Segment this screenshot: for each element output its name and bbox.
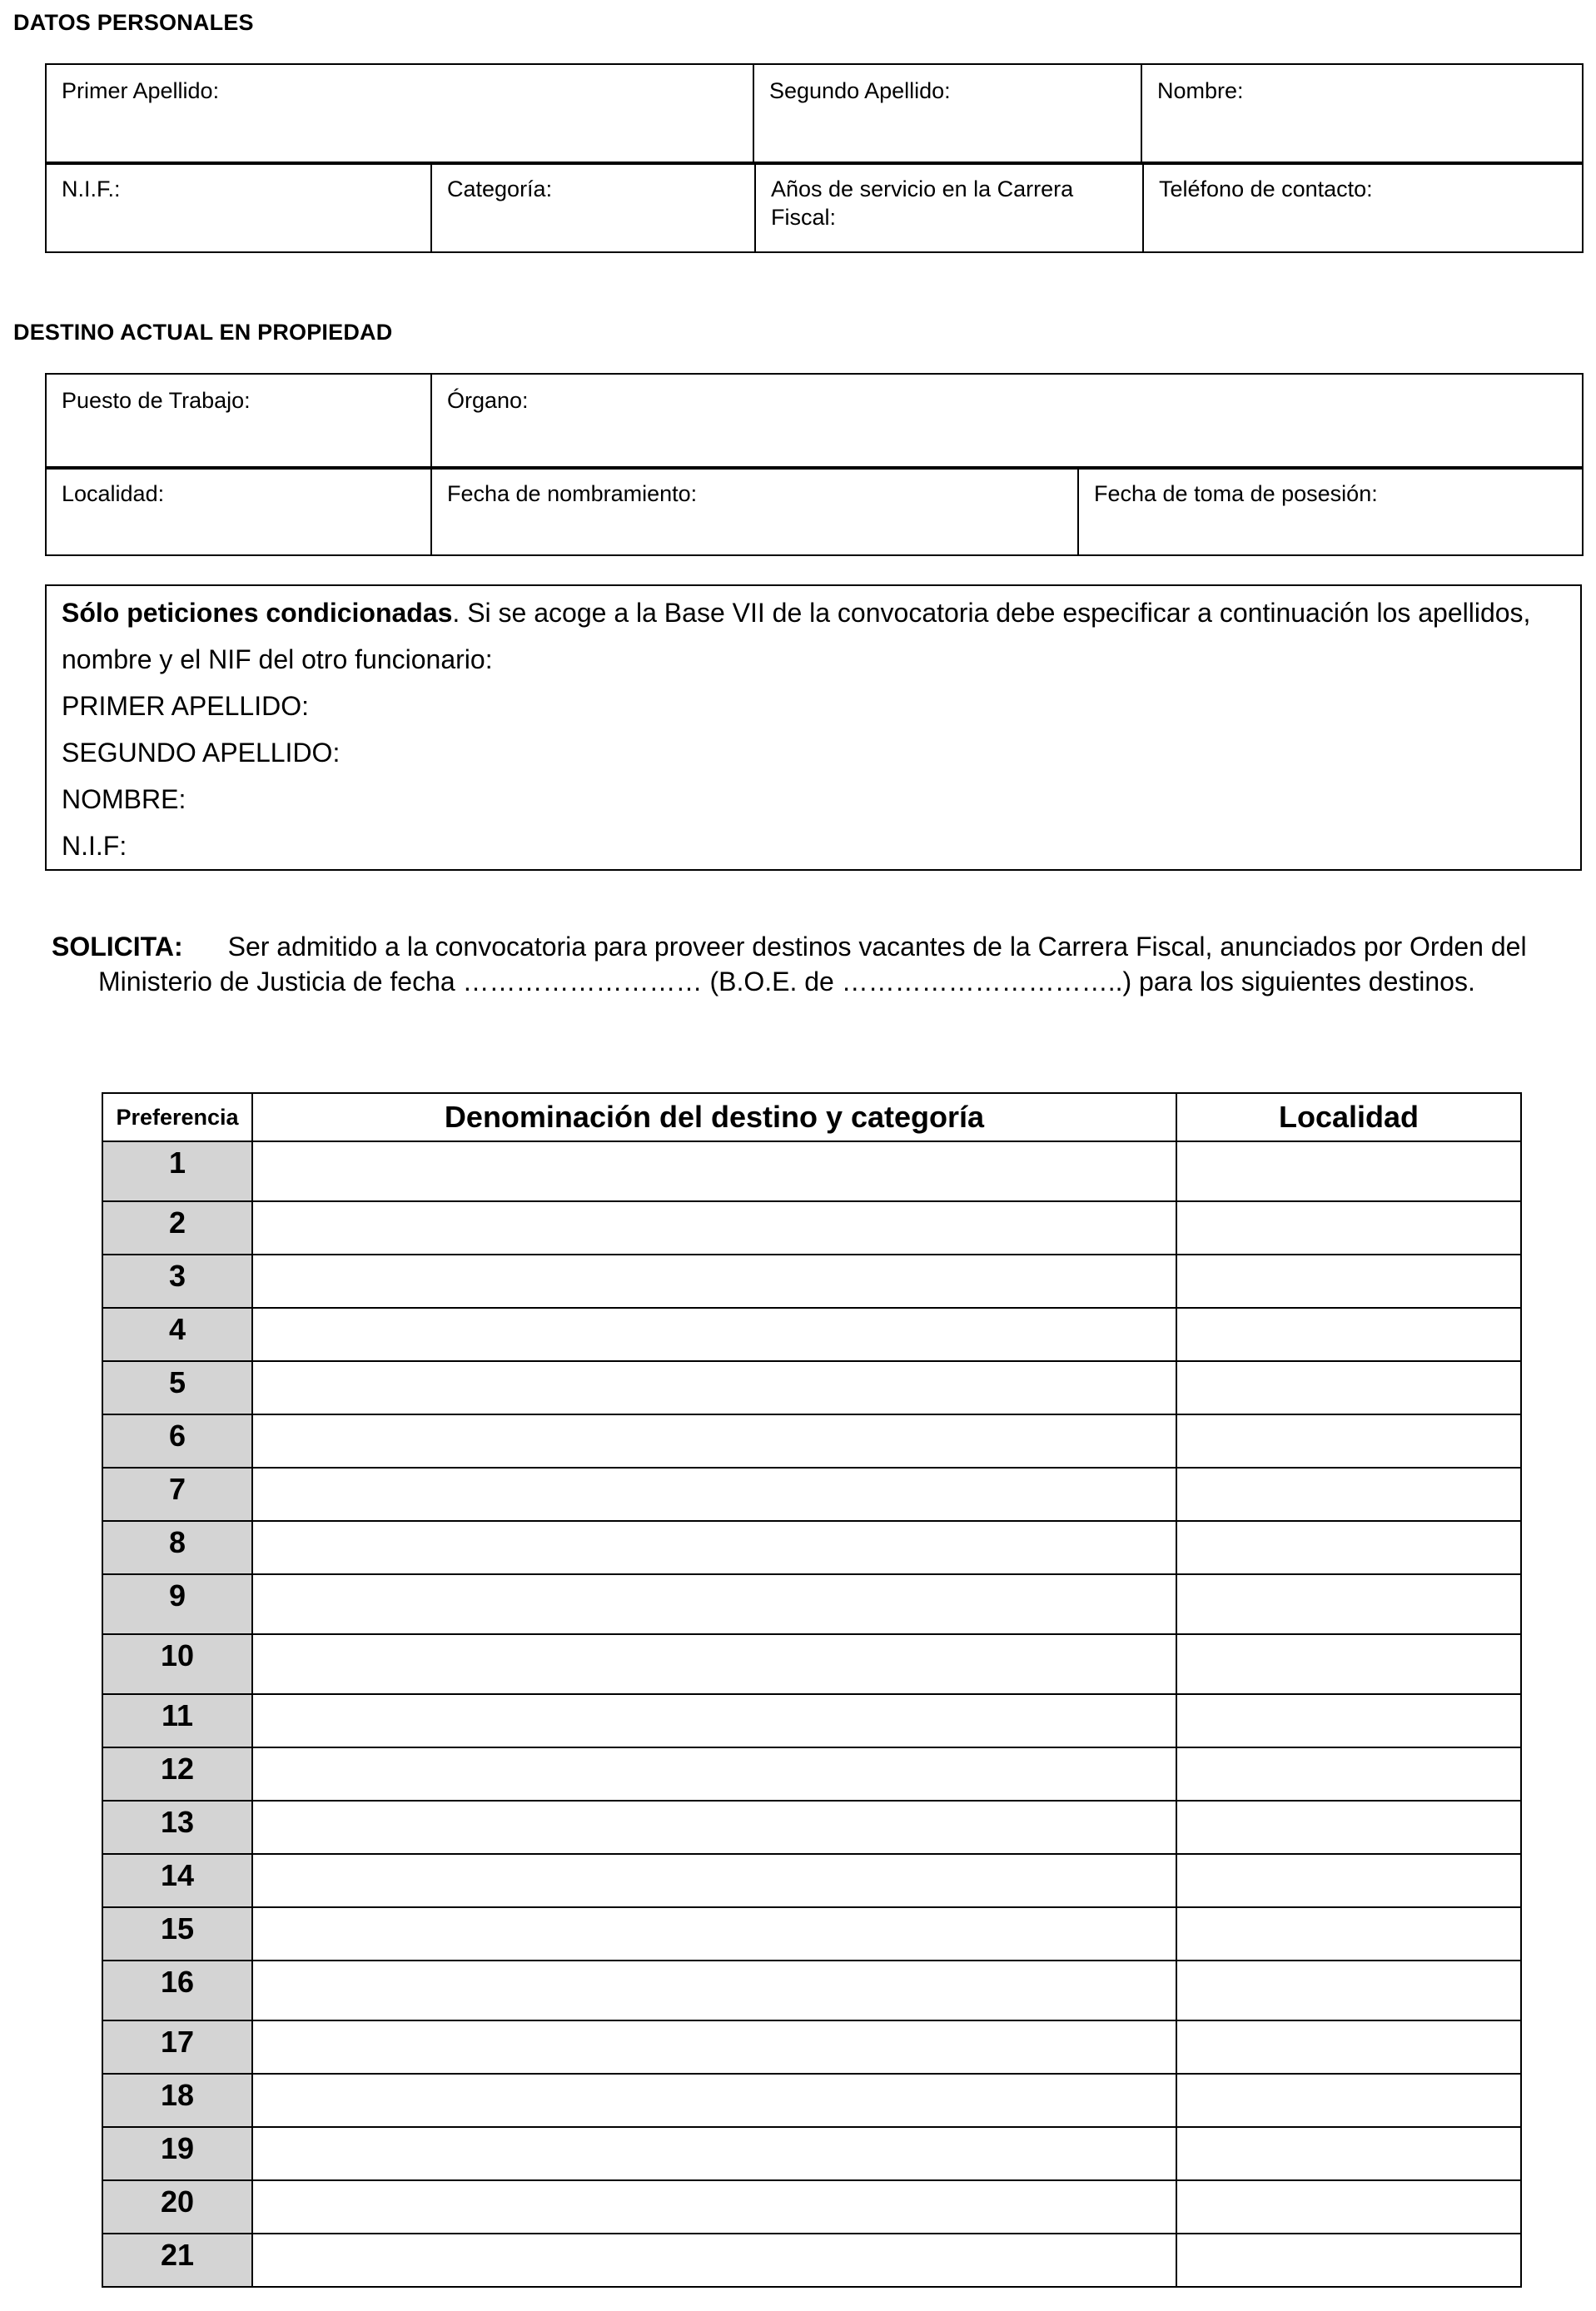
- denominacion-cell[interactable]: [252, 2127, 1176, 2180]
- table-row: [102, 2234, 1521, 2287]
- table-row: [102, 1468, 1521, 1521]
- solicita-line2: Ministerio de Justicia de fecha ……………………… (B.O.E. de …………………………..) para los siguientes destinos.: [98, 967, 1475, 996]
- localidad-cell[interactable]: [1176, 2127, 1521, 2180]
- localidad-cell[interactable]: [1176, 2234, 1521, 2287]
- table-row: [102, 1141, 1521, 1201]
- denominacion-cell[interactable]: [252, 2074, 1176, 2127]
- table-row: [102, 1574, 1521, 1634]
- preference-number: 6: [102, 1414, 252, 1468]
- table-row: [102, 1961, 1521, 2020]
- preference-number: 17: [102, 2020, 252, 2074]
- denominacion-cell[interactable]: [252, 1141, 1176, 1201]
- localidad-cell[interactable]: [1176, 1521, 1521, 1574]
- puesto-trabajo-label: Puesto de Trabajo:: [62, 388, 251, 413]
- localidad-label: Localidad:: [62, 481, 165, 506]
- categoria-label: Categoría:: [447, 176, 553, 201]
- destino-table-row2: [45, 466, 1584, 556]
- table-row: [102, 1521, 1521, 1574]
- segundo-apellido-label: Segundo Apellido:: [769, 78, 951, 103]
- localidad-cell[interactable]: [1176, 2074, 1521, 2127]
- denominacion-cell[interactable]: [252, 2020, 1176, 2074]
- localidad-cell[interactable]: [1176, 1747, 1521, 1801]
- denominacion-cell[interactable]: [252, 1308, 1176, 1361]
- telefono-label: Teléfono de contacto:: [1159, 176, 1373, 201]
- denominacion-cell[interactable]: [252, 1414, 1176, 1468]
- localidad-cell[interactable]: [1176, 1907, 1521, 1961]
- localidad-cell[interactable]: [1176, 1801, 1521, 1854]
- table-row: [102, 2127, 1521, 2180]
- denominacion-cell[interactable]: [252, 2180, 1176, 2234]
- segundo-apellido-field[interactable]: [753, 64, 1141, 164]
- preference-number: 9: [102, 1574, 252, 1634]
- nombre-field[interactable]: [1141, 64, 1583, 164]
- localidad-cell[interactable]: [1176, 1574, 1521, 1634]
- preference-number: 7: [102, 1468, 252, 1521]
- localidad-cell[interactable]: [1176, 1694, 1521, 1747]
- preference-number: 16: [102, 1961, 252, 2020]
- localidad-cell[interactable]: [1176, 1255, 1521, 1308]
- localidad-cell[interactable]: [1176, 1961, 1521, 2020]
- condicionadas-primer-apellido[interactable]: PRIMER APELLIDO:: [62, 691, 309, 721]
- preference-number: 4: [102, 1308, 252, 1361]
- fecha-nombramiento-field[interactable]: [431, 467, 1078, 555]
- preferences-table: [102, 1092, 1522, 2288]
- telefono-field[interactable]: [1143, 162, 1583, 252]
- localidad-cell[interactable]: [1176, 1201, 1521, 1255]
- fecha-posesion-field[interactable]: [1078, 467, 1583, 555]
- preference-number: 12: [102, 1747, 252, 1801]
- categoria-field[interactable]: [431, 162, 755, 252]
- table-row: [102, 1255, 1521, 1308]
- anos-servicio-field[interactable]: [755, 162, 1143, 252]
- denominacion-cell[interactable]: [252, 1201, 1176, 1255]
- preference-number: 1: [102, 1141, 252, 1201]
- condicionadas-text-line1: . Si se acoge a la Base VII de la convocatoria debe especificar a continuación los apellidos,: [452, 598, 1531, 628]
- section-title-destino-actual: DESTINO ACTUAL EN PROPIEDAD: [13, 320, 393, 345]
- localidad-cell[interactable]: [1176, 1308, 1521, 1361]
- preference-number: 14: [102, 1854, 252, 1907]
- table-row: [102, 1634, 1521, 1694]
- puesto-trabajo-field[interactable]: [46, 374, 431, 469]
- table-row: [102, 1694, 1521, 1747]
- organo-label: Órgano:: [447, 388, 529, 413]
- preference-number: 15: [102, 1907, 252, 1961]
- denominacion-cell[interactable]: [252, 1747, 1176, 1801]
- preference-number: 10: [102, 1634, 252, 1694]
- header-preferencia: Preferencia: [102, 1093, 252, 1141]
- destino-table: [45, 373, 1584, 470]
- primer-apellido-field[interactable]: [46, 64, 753, 164]
- preference-number: 21: [102, 2234, 252, 2287]
- preference-number: 2: [102, 1201, 252, 1255]
- table-row: [102, 2180, 1521, 2234]
- localidad-cell[interactable]: [1176, 1141, 1521, 1201]
- localidad-cell[interactable]: [1176, 1854, 1521, 1907]
- table-row: [102, 2074, 1521, 2127]
- denominacion-cell[interactable]: [252, 1854, 1176, 1907]
- preference-number: 5: [102, 1361, 252, 1414]
- localidad-cell[interactable]: [1176, 1414, 1521, 1468]
- nif-field[interactable]: [46, 162, 431, 252]
- condicionadas-bold-lead: Sólo peticiones condicionadas: [62, 598, 453, 628]
- localidad-cell[interactable]: [1176, 2180, 1521, 2234]
- preference-number: 18: [102, 2074, 252, 2127]
- table-row: [102, 1308, 1521, 1361]
- table-row: [102, 1361, 1521, 1414]
- condicionadas-segundo-apellido[interactable]: SEGUNDO APELLIDO:: [62, 738, 341, 768]
- denominacion-cell[interactable]: [252, 1574, 1176, 1634]
- denominacion-cell[interactable]: [252, 1801, 1176, 1854]
- nif-label: N.I.F.:: [62, 176, 121, 201]
- denominacion-cell[interactable]: [252, 1521, 1176, 1574]
- primer-apellido-label: Primer Apellido:: [62, 78, 220, 103]
- personal-data-table-row2: [45, 162, 1584, 253]
- localidad-field[interactable]: [46, 467, 431, 555]
- nombre-label: Nombre:: [1157, 78, 1244, 103]
- denominacion-cell[interactable]: [252, 1634, 1176, 1694]
- table-row: [102, 1907, 1521, 1961]
- condicionadas-intro-line1: [62, 589, 1565, 636]
- denominacion-cell[interactable]: [252, 1361, 1176, 1414]
- condicionadas-text-line2: nombre y el NIF del otro funcionario:: [62, 644, 493, 674]
- preference-number: 3: [102, 1255, 252, 1308]
- table-row: [102, 2020, 1521, 2074]
- header-denominacion: Denominación del destino y categoría: [252, 1093, 1176, 1141]
- table-row: [102, 1201, 1521, 1255]
- localidad-cell[interactable]: [1176, 1634, 1521, 1694]
- peticiones-condicionadas-box: [45, 584, 1582, 871]
- denominacion-cell[interactable]: [252, 1907, 1176, 1961]
- organo-field[interactable]: [431, 374, 1583, 469]
- preference-number: 8: [102, 1521, 252, 1574]
- preference-number: 20: [102, 2180, 252, 2234]
- denominacion-cell[interactable]: [252, 2234, 1176, 2287]
- table-row: [102, 1747, 1521, 1801]
- header-localidad: Localidad: [1176, 1093, 1521, 1141]
- table-row: [102, 1801, 1521, 1854]
- section-title-datos-personales: DATOS PERSONALES: [13, 10, 254, 35]
- denominacion-cell[interactable]: [252, 1961, 1176, 2020]
- personal-data-table: [45, 63, 1584, 165]
- localidad-cell[interactable]: [1176, 2020, 1521, 2074]
- localidad-cell[interactable]: [1176, 1468, 1521, 1521]
- table-row: [102, 1414, 1521, 1468]
- preference-number: 13: [102, 1801, 252, 1854]
- denominacion-cell[interactable]: [252, 1255, 1176, 1308]
- fecha-nombramiento-label: Fecha de nombramiento:: [447, 481, 698, 506]
- solicita-line1-row: [52, 929, 1575, 964]
- anos-servicio-label-line1: Años de servicio en la Carrera: [771, 176, 1074, 201]
- condicionadas-nif[interactable]: N.I.F:: [62, 831, 127, 861]
- fecha-posesion-label: Fecha de toma de posesión:: [1094, 481, 1378, 506]
- condicionadas-nombre[interactable]: NOMBRE:: [62, 784, 186, 814]
- preference-number: 11: [102, 1694, 252, 1747]
- denominacion-cell[interactable]: [252, 1468, 1176, 1521]
- solicita-label: SOLICITA:: [52, 932, 183, 962]
- anos-servicio-label-line2: Fiscal:: [771, 205, 837, 230]
- solicita-paragraph: [52, 929, 1575, 999]
- preference-number: 19: [102, 2127, 252, 2180]
- solicita-line1: Ser admitido a la convocatoria para proveer destinos vacantes de la Carrera Fiscal, anunciados por Orden del: [227, 932, 1527, 962]
- table-row: [102, 1854, 1521, 1907]
- denominacion-cell[interactable]: [252, 1694, 1176, 1747]
- localidad-cell[interactable]: [1176, 1361, 1521, 1414]
